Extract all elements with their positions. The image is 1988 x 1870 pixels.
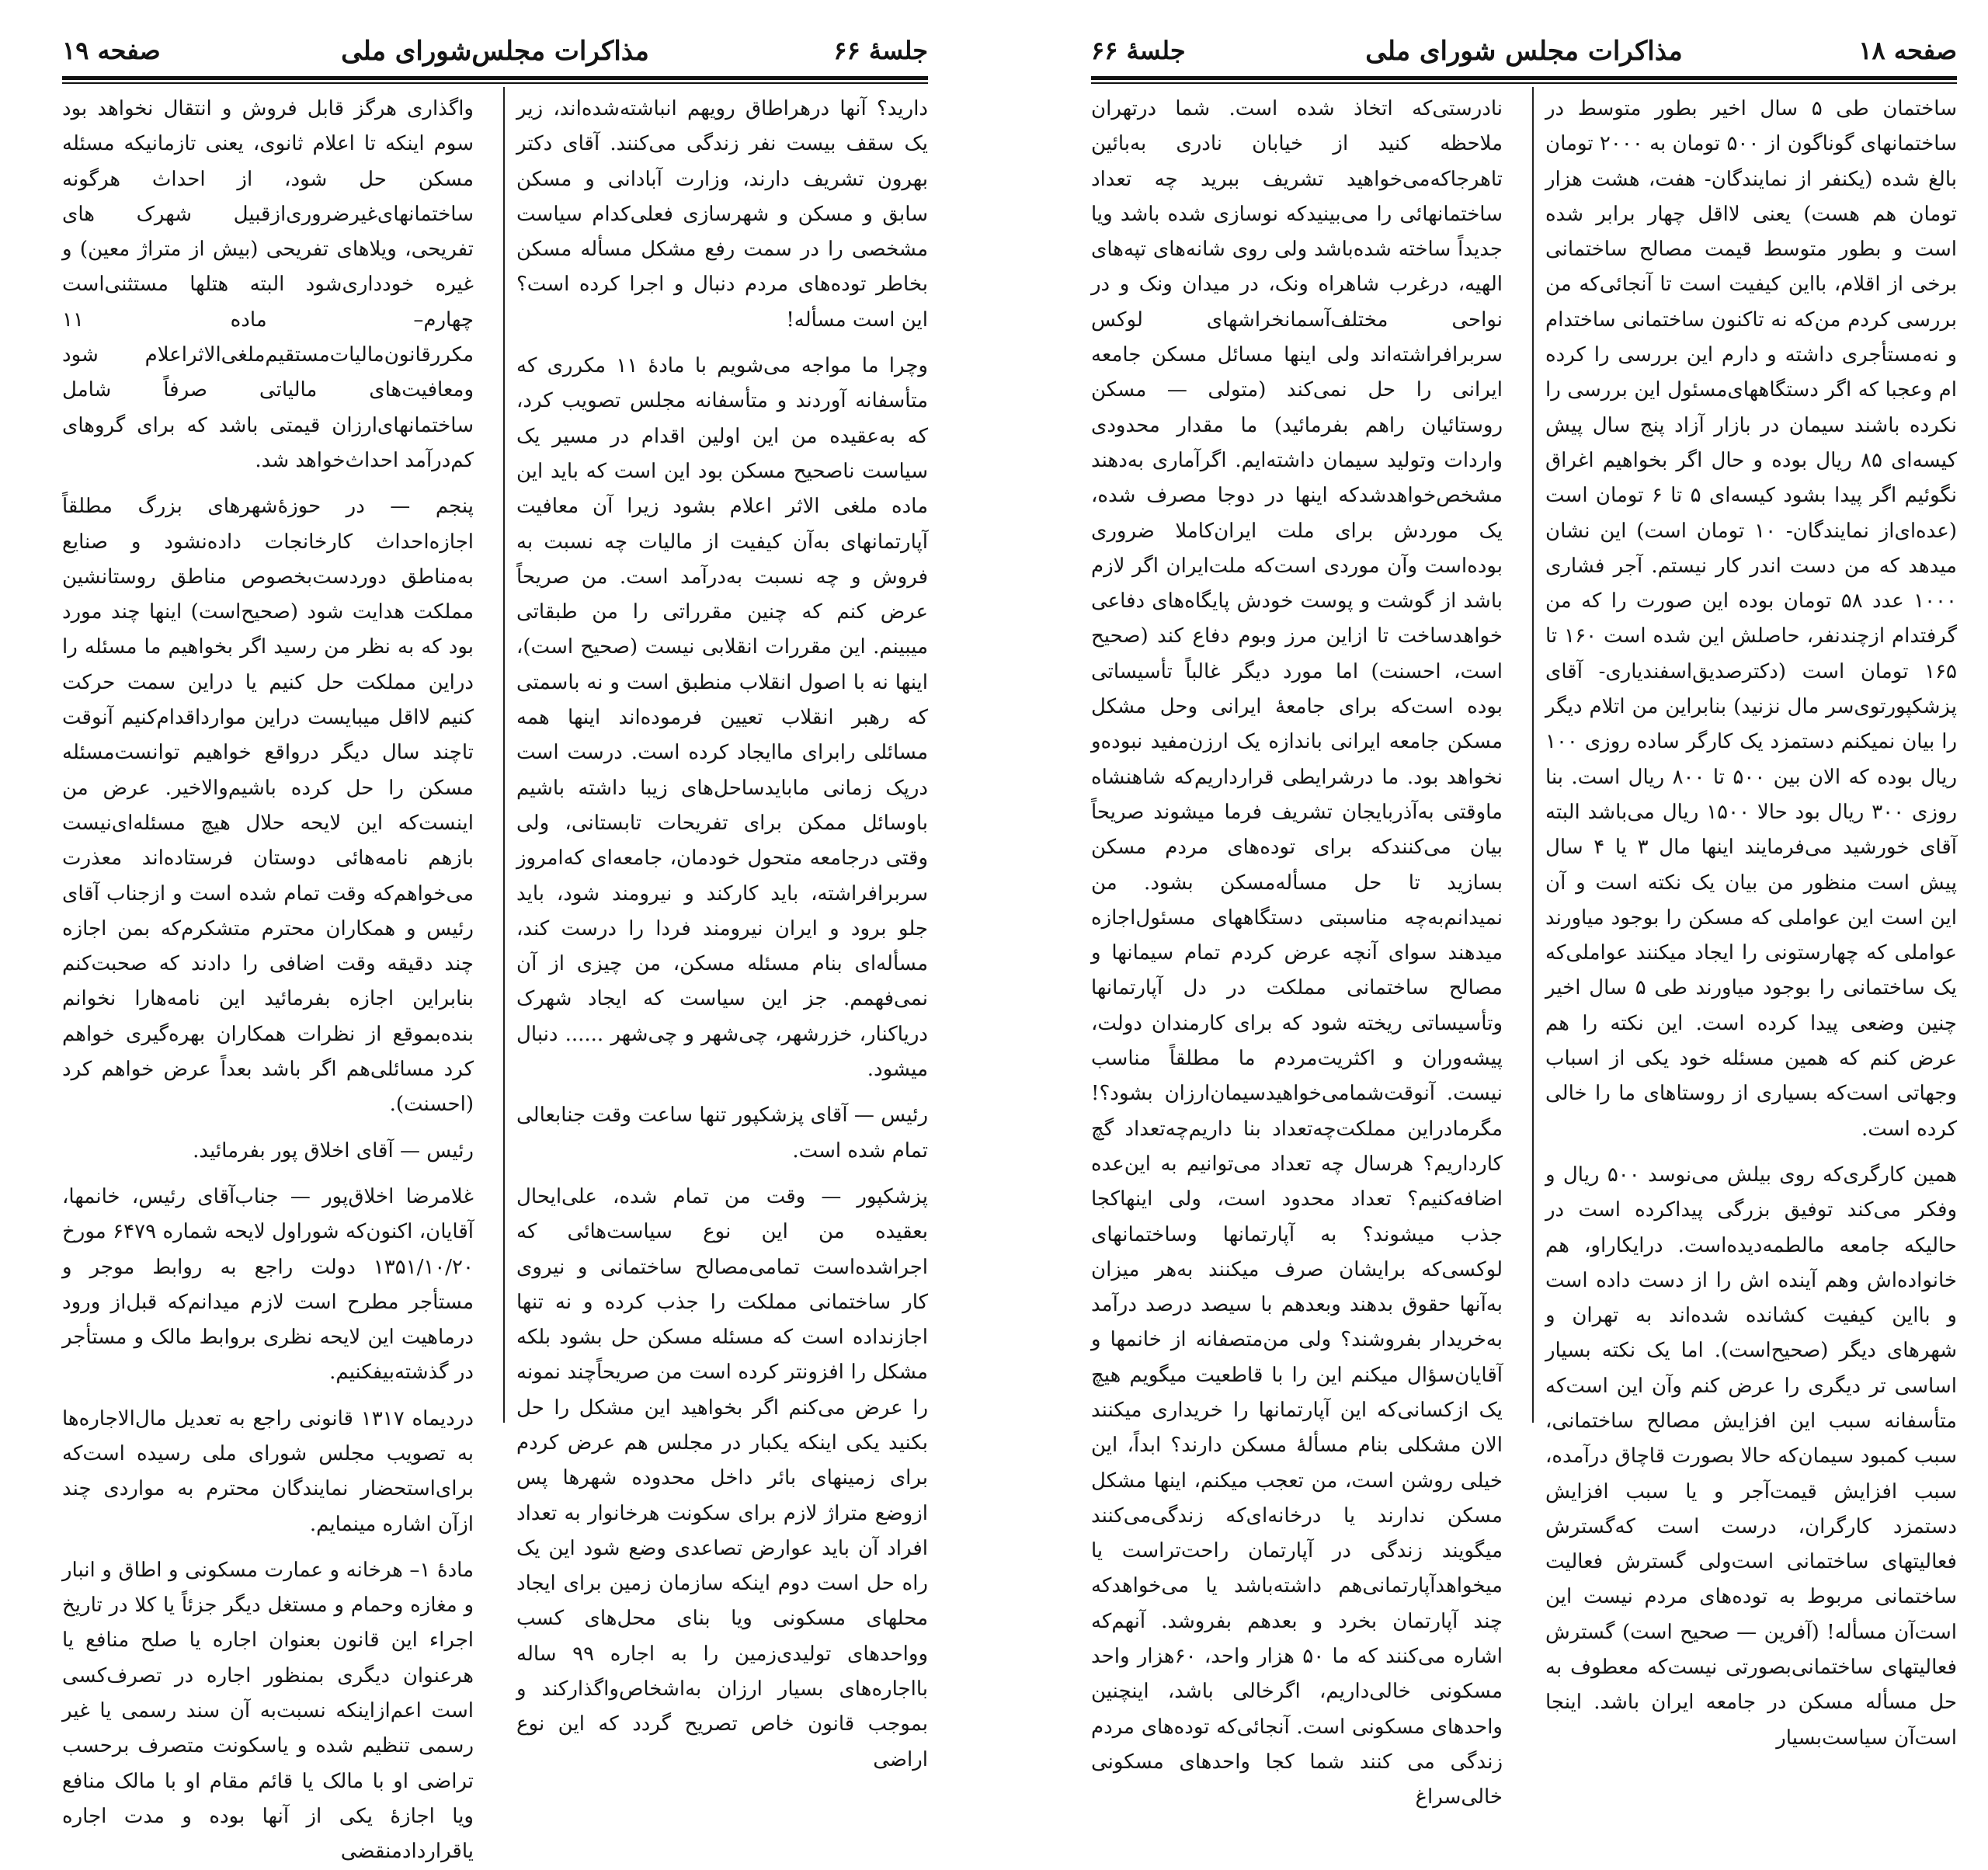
right-column: [1545, 92, 1957, 1750]
paragraph: نادرستی‌که اتخاذ شده است. شما درتهران ملاحظه کنید از خیابان نادری به‌بائین تاهرجاکه‌می‌خواهید تشریف ببرید چه تعداد ساختمانهائی را می‌بینید‌که نوسازی شده باشد ویا جدیداً ساخته شده‌باشد ولی روی شانه‌های تپه‌های الهیه، درغرب شاهراه ونک، در میدان ونک و در نواحی مختلف‌آسمانخراشهای لوکس سربرافراشته‌اند ولی اینها مسائل مسکن جامعه ایرانی را حل نمی‌کند (متولی — مسکن روستائیان راهم بفرمائید) ما مقدار محدودی واردات وتولید سیمان داشته‌ایم. اگرآماری به‌دهند مشخص‌خواهدشدکه اینها در دوجا مصرف شده، یک موردش برای ملت ایران‌کاملا ضروری بوده‌است وآن موردی است‌که ملت‌ایران اگر لازم باشد از گوشت و پوست خودش پایگاه‌های دفاعی خواهدساخت تا ازاین مرز وبوم دفاع کند (صحیح است، احسنت) اما مورد دیگر غالباً تأسیساتی بوده است‌که برای جامعهٔ ایرانی وحل مشکل مسکن جامعه ایرانی باندازه یک ارزن‌مفید نبوده‌و نخواهد بود. ما درشرایطی قرارداریم‌که شاهنشاه ماوقتی به‌آذربایجان تشریف فرما میشوند صریحاً بیان می‌کنند‌که برای توده‌های مردم مسکن بسازید تا حل مسأله‌مسکن بشود. من نمیدانم‌به‌چه مناسبتی دستگاههای مسئول‌اجازه میدهند سوای آنچه عرض کردم تمام سیمانها و مصالح ساختمانی مملکت در دل آپارتمانها وتأسیساتی ریخته شود که برای کارمندان دولت، پیشه‌وران و اکثریت‌مردم ما مطلقاً مناسب نیست. آنوقت‌شمامی‌خواهیدسیمان‌ارزان بشود؟! مگرمادراین مملکت‌چه‌تعداد بنا داریم‌چه‌تعداد گچ کارداریم؟ هرسال چه تعداد می‌توانیم به این‌عده اضافه‌کنیم؟ تعداد محدود است، ولی اینها‌کجا جذب میشوند؟ به آپارتمانها وساختمانهای لوکسی‌که برایشان صرف میکنند به‌هر میزان به‌آنها حقوق بدهند وبعدهم با سیصد درصد درآمد به‌خریدار بفروشند؟ ولی من‌متصفانه از خانمها و آقایان‌سؤال میکنم این را با قاطعیت میگویم هیچ یک ازکسانی‌که این آپارتمانها را خریداری میکنند الان مشکلی بنام مسألهٔ مسکن دارند؟ ابداً، این خیلی روشن است، من تعجب میکنم، اینها مشکل مسکن ندارند یا درخانه‌ای‌که زندگی‌می‌کنند میگویند زندگی در آپارتمان راحت‌تراست یا میخواهدآپارتمانی‌هم داشته‌باشد یا می‌خواهد‌که چند آپارتمان بخرد و بعدهم بفروشد. آنهم‌که اشاره می‌کنند که ما ۵۰ هزار واحد، ۶۰هزار واحد مسکونی خالی‌داریم، اگرخالی باشد، اینچنین واحدهای مسکونی است. آنجائی‌که توده‌های مردم زندگی می کنند شما کجا واحدهای مسکونی خالی‌سراغ: [1091, 97, 1503, 1809]
header-rule-thin: [62, 82, 928, 84]
paragraph: مادهٔ ۱– هرخانه و عمارت مسکونی و اطاق و انبار و مغازه وحمام و مستغل دیگر جزئاً یا کلا در تاریخ اجراء این قانون بعنوان اجاره یا صلح منافع یا هرعنوان دیگری بمنظور اجاره در تصرف‌کسی است اعم‌ازاینکه نسبت‌به آن سند رسمی یا غیر رسمی تنظیم شده و یاسکونت متصرف برحسب تراضی او با مالک یا قائم مقام او با مالک منافع ویا اجازهٔ یکی از آنها بوده و مدت اجاره یاقرارداد‌منقضی: [62, 1558, 474, 1864]
paragraph: واگذاری هرگز قابل فروش و انتقال نخواهد بود سوم اینکه تا اعلام ثانوی، یعنی تازمانیکه مسئله مسکن حل شود، از احداث هرگونه ساختمانهای‌غیرضروری‌ازقبیل شهرک های تفریحی، ویلاهای تفریحی (بیش از متراژ معین) و غیره خودداری‌شود البته هتلها مستثنی‌است چهارم– ماده ۱۱ مکررقانون‌مالیات‌مستقیم‌ملغی‌الاثراعلام شود ومعافیت‌های مالیاتی صرفاً شامل ساختمانهای‌ارزان قیمتی باشد که برای گروهای کم‌درآمد احداث‌خواهد شد.: [62, 97, 474, 472]
paragraph: دردیماه ۱۳۱۷ قانونی راجع به تعدیل مال‌الاجاره‌ها به تصویب مجلس شورای ملی رسیده است‌که برای‌استحضار نمایندگان محترم به مواردی چند ازآن اشاره مینمایم.: [62, 1406, 474, 1536]
right-page: [1029, 0, 1988, 1809]
left-column: [62, 92, 474, 1864]
journal-title: مذاکرات مجلس‌شورای ملی: [341, 36, 649, 67]
page-number: صفحه ۱۸: [1858, 36, 1957, 65]
journal-title: مذاکرات مجلس شورای ملی: [1365, 36, 1683, 67]
header-rule-thick: [62, 76, 928, 80]
page-header: [1091, 31, 1957, 78]
header-rule-thick: [1091, 76, 1957, 80]
header-rule-thin: [1091, 82, 1957, 84]
page-number: صفحه ۱۹: [62, 36, 161, 65]
speaker-paragraph: رئیس — آقای پزشکپور تنها ساعت وقت جنابعالی تمام شده است.: [516, 1104, 928, 1163]
speaker-paragraph: غلامرضا اخلاق‌پور — جناب‌آقای رئیس، خانمها، آقایان، اکنون‌که شوراول لایحه شماره ۶۴۷۹ مورخ ۱۳۵۱/۱۰/۲۰ دولت راجع به روابط موجر و مستأجر مطرح است لازم میدانم‌که قبل‌از ورود درماهیت این لایحه نظری بروابط مالک و مستأجر در گذشته‌بیفکنیم.: [62, 1184, 474, 1385]
page-header: [62, 31, 928, 78]
session-label: جلسهٔ ۶۶: [833, 36, 928, 65]
paragraph: ساختمان طی ۵ سال اخیر بطور متوسط در ساختمانهای گوناگون از ۵۰۰ تومان به ۲۰۰۰ تومان بالغ شده (یکنفر از نمایندگان- هفت، هشت هزار تومان هم هست) یعنی لااقل چهار برابر شده است و بطور متوسط قیمت مصالح ساختمانی برخی از اقلام، بااین کیفیت است تا آنجائی‌که من بررسی کردم من‌که نه تاکنون ساختمانی ساختدام و نه‌مستأجری داشته و دارم این بررسی را کرده ام وعجبا که اگر دستگاههای‌مسئول این بررسی را نکرده باشند سیمان در بازار آزاد پنج سال پیش کیسه‌ای ۸۵ ریال بوده و حال اگر بخواهیم اغراق نگوئیم اگر پیدا بشود کیسه‌ای ۵ تا ۶ تومان است (عده‌ای‌از نمایندگان- ۱۰ تومان است) این نشان میدهد که من دست اندر کار نیستم. آجر فشاری ۱۰۰۰ عدد ۵۸ تومان بوده این صورت را که من گرفتدام ازچندنفر، حاصلش این شده است ۱۶۰ تا ۱۶۵ تومان است (دکترصدیق‌اسفندیاری- آقای پزشکپورتوی‌سر مال نزنید) بنابراین من اتلام دیگر را بیان نمیکنم دستمزد یک کارگر ساده روزی ۱۰۰ ریال بوده که الان بین ۵۰۰ تا ۸۰۰ ریال است. بنا روزی ۳۰۰ ریال بود حالا ۱۵۰۰ ریال می‌باشد البته آقای خورشید می‌فرمایند اینها مال ۳ یا ۴ سال پیش است منظور من بیان یک نکته است و آن این است این عواملی که مسکن را بوجود میاورند عواملی که چهارستونی را ایجاد میکنند عواملی‌که یک ساختمانی را بوجود میاورند طی ۵ سال اخیر چنین وضعی پیدا کرده است. این نکته را هم عرض کنم که همین مسئله خود یکی از اسباب وجهاتی است‌که بسیاری از روستاهای ما را خالی کرده است.: [1545, 97, 1957, 1141]
left-column: [1091, 92, 1503, 1809]
column-divider: [503, 87, 505, 1423]
paragraph: پنجم — در حوزهٔ‌شهرهای بزرگ مطلقاً اجازه‌احداث کارخانجات داده‌نشود و صنایع به‌مناطق دوردست‌بخصوص مناطق روستانشین مملکت هدایت شود (صحیح‌است) اینها چند مورد بود که به نظر من رسید اگر بخواهیم ما مسئله را دراین مملکت حل کنیم یا دراین سمت حرکت کنیم لااقل میبایست دراین موارداقدام‌کنیم آنوقت تاچند سال دیگر درواقع خواهیم توانست‌مسئله مسکن را حل کرده باشیم‌والاخیر. عرض من اینست‌که این لایحه حلال هیچ مسئله‌ای‌نیست بازهم نامه‌هائی دوستان فرستاده‌اند معذرت می‌خواهم‌که وقت تمام شده است و ازجناب آقای رئیس و همکاران محترم متشکرم‌که بمن اجازه چند دقیقه وقت اضافی را دادند که صحبت‌کنم بنابراین اجازه بفرمائید این نامه‌هارا نخوانم بنده‌بموقع از نظرات همکاران بهره‌گیری خواهم کرد مسائلی‌هم اگر باشد بعداً عرض خواهم کرد (احسنت).: [62, 495, 474, 1117]
column-divider: [1532, 87, 1534, 1423]
paragraph: دارید؟ آنها درهراطاق رویهم انباشته‌شده‌اند، زیر یک سقف بیست نفر زندگی می‌کنند. آقای دکتر بهرون تشریف دارند، وزارت آبادانی و مسکن سابق و مسکن و شهرسازی فعلی‌کدام سیاست مشخصی را در سمت رفع مشکل مسأله مسکن بخاطر توده‌های مردم دنبال و اجرا کرده است؟ این است مسأله!: [516, 97, 928, 332]
left-page: [0, 0, 959, 1864]
speaker-paragraph: رئیس — آقای اخلاق پور بفرمائید.: [193, 1138, 474, 1163]
right-column: [516, 92, 929, 1771]
paragraph: همین کارگری‌که روی بیلش می‌نوسد ۵۰۰ ریال و وفکر می‌کند توفیق بزرگی پیداکرده است در حالیکه جامعه مالطمه‌دیده‌است. درایکاراو، هم خانواده‌اش وهم آینده اش را از دست داده است و بااین کیفیت کشانده شده‌اند به تهران و شهرهای دیگر (صحیح‌است). اما یک نکته بسیار اساسی تر دیگری را عرض کنم وآن این است‌که متأسفانه سبب این افزایش مصالح ساختمانی، سبب کمبود سیمان‌که حالا بصورت قاچاق درآمده، سبب افزایش قیمت‌آجر و یا سبب افزایش دستمزد کارگران، درست است که‌گسترش فعالیتهای ساختمانی است‌ولی گسترش فعالیت ساختمانی مربوط به توده‌های مردم نیست این است‌آن مسأله! (آفرین — صحیح است) گسترش فعالیتهای ساختمانی‌بصورتی نیست‌که معطوف به حل مسأله مسکن در جامعه ایران باشد. اینجا است‌آن سیاست‌بسیار: [1545, 1163, 1957, 1750]
session-label: جلسهٔ ۶۶: [1091, 36, 1186, 65]
page-gutter: [959, 0, 1029, 1533]
paragraph: وچرا ما مواجه می‌شویم با مادهٔ ۱۱ مکرری که متأسفانه آوردند و متأسفانه مجلس تصویب کرد، که به‌عقیده من این اولین اقدام در مسیر یک سیاست ناصحیح مسکن بود این است که باید این ماده ملغی الاثر اعلام بشود زیرا آن معافیت آپارتمانهای به‌آن کیفیت از مالیات چه نسبت به فروش و چه نسبت به‌درآمد است. من صریحاً عرض کنم که چنین مقرراتی را من طبقاتی میبینم. این مقررات انقلابی نیست (صحیح است)، اینها نه با اصول انقلاب منطبق است و نه باسمتی که رهبر انقلاب تعیین فرموده‌اند اینها همه مسائلی رابرای ماایجاد کرده است. درست است درپک زمانی مابایدساحل‌های زیبا داشته باشیم باوسائل ممکن برای تفریحات تابستانی، ولی وقتی درجامعه متحول خودمان، جامعه‌ای که‌امروز سربرافراشته، باید کارکند و نیرومند شود، باید جلو برود و ایران نیرومند فردا را درست کند، مسأله‌ای بنام مسئله مسکن، من چیزی از آن نمی‌فهمم. جز این سیاست که ایجاد شهرک دریاکنار، خزرشهر، چی‌شهر و چی‌شهر ...... دنبال میشود.: [516, 354, 928, 1082]
speaker-paragraph: پزشکپور — وقت من تمام شده، علی‌ایحال بعقیده من این نوع سیاست‌هائی که اجراشده‌است تمامی‌مصالح ساختمانی و نیروی کار ساختمانی مملکت را جذب کرده و نه تنها اجازنداده است که مسئله مسکن حل بشود بلکه مشکل را افزونتر کرده است من صریحاً‌چند نمونه را عرض می‌کنم اگر بخواهید این مشکل را حل بکنید یکی اینکه یکبار در مجلس هم عرض کردم برای زمینهای بائر داخل محدوده شهرها پس ازوضع متراژ لازم برای سکونت هرخانوار به تعداد افراد آن باید عوارض تصاعدی وضع شود این یک راه حل است دوم اینکه سازمان زمین برای ایجاد محلهای مسکونی ویا بنای محل‌های کسب وواحدهای تولیدی‌زمین را به اجاره ۹۹ ساله بااجاره‌های بسیار ارزان به‌اشخاص‌واگذارکند و بموجب قانون خاص تصریح گردد که این نوع اراضی: [516, 1184, 929, 1771]
